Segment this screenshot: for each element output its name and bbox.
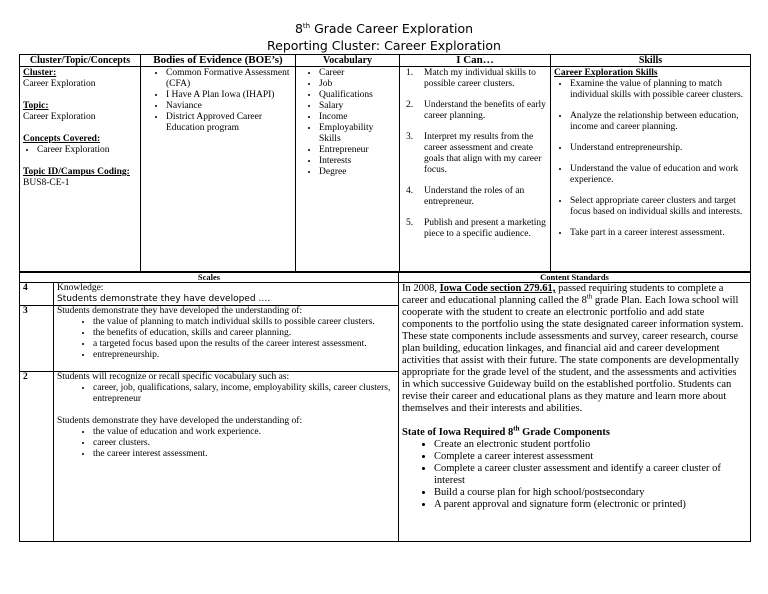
requirement-item: • Complete a career cluster assessment and identify a career cluster of interest — [434, 463, 747, 487]
scale-3-item: • the value of planning to match individual skills to possible career clusters. — [93, 317, 395, 328]
scale-2-intro: Students will recognize or recall specific vocabulary such as: — [57, 372, 290, 382]
requirement-item: • Complete a career interest assessment — [434, 451, 747, 463]
boe-item: • Naviance — [166, 101, 292, 112]
scale-3-item: • a targeted focus based upon the results of the career interest assessment. — [93, 339, 395, 350]
i-can-item: 1. Match my individual skills to possible career clusters. — [406, 68, 536, 89]
requirement-item: • Build a course plan for high school/postsecondary — [434, 487, 747, 499]
header-vocabulary: Vocabulary — [296, 55, 400, 67]
requirements-heading: State of Iowa Required 8th Grade Components — [402, 424, 610, 438]
scale-2-cell — [54, 372, 399, 542]
scales-header: Scales — [20, 273, 399, 283]
scale-4-cell — [54, 283, 399, 306]
vocab-item: • Interests — [319, 156, 396, 167]
boe-item: • District Approved Career Education program — [166, 112, 292, 134]
vocab-item: • Employability Skills — [319, 123, 396, 145]
boe-item: • I Have A Plan Iowa (IHAPI) — [166, 90, 292, 101]
coding-value: BUS8-CE-1 — [23, 178, 70, 188]
concept-item: • Career Exploration — [37, 145, 137, 156]
topic-value: Career Exploration — [23, 112, 96, 122]
skill-item: • Understand the value of education and work experience. — [570, 164, 747, 186]
skills-cell — [551, 67, 751, 272]
header-skills: Skills — [551, 55, 751, 67]
vocabulary-cell — [296, 67, 400, 272]
scale-2-item: • the value of education and work experience. — [93, 427, 395, 438]
skill-item: • Examine the value of planning to match individual skills with possible career clusters. — [570, 79, 747, 101]
concepts-label: Concepts Covered: — [23, 134, 101, 144]
skill-item: • Analyze the relationship between education, income and career planning. — [570, 111, 747, 133]
header-cluster: Cluster/Topic/Concepts — [20, 55, 141, 67]
header-boe: Bodies of Evidence (BOE’s) — [141, 55, 296, 67]
skill-item: • Take part in a career interest assessment. — [570, 228, 747, 239]
cluster-label: Cluster: — [23, 68, 57, 78]
scale-number-3: 3 — [20, 306, 54, 372]
boe-cell — [141, 67, 296, 272]
scale-2-item: • career clusters. — [93, 438, 395, 449]
header-i-can: I Can… — [400, 55, 551, 67]
scale-3-cell — [54, 306, 399, 372]
topic-label: Topic: — [23, 101, 49, 111]
standards-paragraph: In 2008, Iowa Code section 279.61, passed requiring students to complete a career and educational planning called the 8th grade Plan. Each Iowa school will cooperate with the student to create an electronic portfolio and add state components to the portfolio using the state designated career information system. These state components include assessments and survey, career research, course plan building, education linkages, and financial aid and career development activities that assist with their future. The state components are developmentally appropriate for the grade level of the student, and the assessments and activities in which successive Guideway build on the established portfolio. Students can revise their career and educational plans as they mature and learn more about themselves and their interests and abilities. — [402, 283, 744, 414]
standards-cell — [399, 283, 751, 542]
scale-3-item: • the benefits of education, skills and career planning. — [93, 328, 395, 339]
scale-2-item: • the career interest assessment. — [93, 449, 395, 460]
coding-label: Topic ID/Campus Coding: — [23, 167, 130, 177]
skills-heading: Career Exploration Skills — [554, 68, 658, 78]
scale-2-intro2: Students demonstrate they have developed the understanding of: — [57, 416, 303, 426]
curriculum-table — [19, 54, 751, 272]
page-title: 8th Grade Career Exploration — [294, 21, 474, 36]
i-can-item: 5. Publish and present a marketing piece to a specific audience. — [406, 218, 546, 239]
i-can-item: 4. Understand the roles of an entrepreneur. — [406, 186, 525, 207]
scale-number-4: 4 — [20, 283, 54, 306]
scales-standards-table — [19, 272, 751, 542]
skill-item: • Select appropriate career clusters and target focus based on individual skills and interests. — [570, 196, 747, 218]
scale-4-text: Students demonstrate they have developed …. — [57, 294, 271, 304]
vocab-item: • Degree — [319, 167, 396, 178]
cluster-cell — [20, 67, 141, 272]
vocab-item: • Salary — [319, 101, 396, 112]
vocab-item: • Income — [319, 112, 396, 123]
scale-3-intro: Students demonstrate they have developed the understanding of: — [57, 306, 303, 316]
vocab-item: • Qualifications — [319, 90, 396, 101]
vocab-item: • Job — [319, 79, 396, 90]
page-subtitle: Reporting Cluster: Career Exploration — [267, 38, 501, 53]
i-can-cell — [400, 67, 551, 272]
boe-item: • Common Formative Assessment (CFA) — [166, 68, 292, 90]
scale-4-label: Knowledge: — [57, 283, 104, 293]
scale-number-2: 2 — [20, 372, 54, 542]
standards-header: Content Standards — [399, 273, 751, 283]
requirement-item: • Create an electronic student portfolio — [434, 439, 747, 451]
scale-3-item: • entrepreneurship. — [93, 350, 395, 361]
i-can-item: 2. Understand the benefits of early career planning. — [406, 100, 546, 121]
requirement-item: • A parent approval and signature form (electronic or printed) — [434, 499, 747, 511]
vocab-item: • Career — [319, 68, 396, 79]
skill-item: • Understand entrepreneurship. — [570, 143, 747, 154]
cluster-value: Career Exploration — [23, 79, 96, 89]
i-can-item: 3. Interpret my results from the career assessment and create goals that align with my career focus. — [406, 132, 542, 175]
scale-2-vocab-item: • career, job, qualifications, salary, income, employability skills, career clusters, entrepreneur — [93, 383, 395, 405]
vocab-item: • Entrepreneur — [319, 145, 396, 156]
